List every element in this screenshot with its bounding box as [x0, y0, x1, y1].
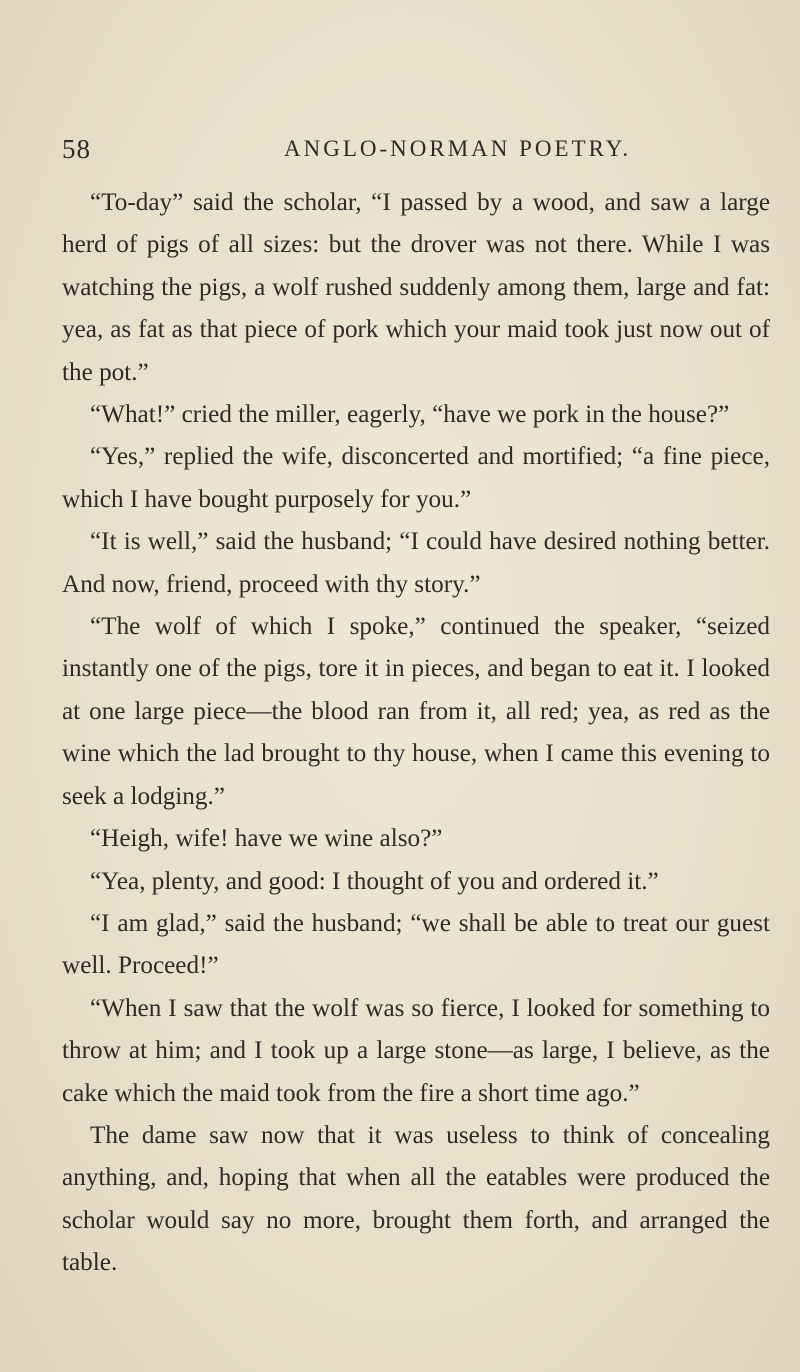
paragraph: “When I saw that the wolf was so fierce, I looked for something to throw at him; and I took up a large stone—as large, I believe, as the cake which the maid took from the fire a short time ago.” — [62, 994, 770, 1107]
paragraph: “Heigh, wife! have we wine also?” — [90, 825, 443, 853]
paragraph: “Yes,” replied the wife, disconcerted and mortified; “a fine piece, which I have bought purposely for you.” — [62, 443, 770, 513]
paragraph: “Yea, plenty, and good: I thought of you and ordered it.” — [90, 867, 659, 895]
paragraph: “It is well,” said the husband; “I could have desired nothing better. And now, friend, proceed with thy story.” — [62, 528, 770, 598]
paragraph: “The wolf of which I spoke,” continued the speaker, “seized instantly one of the pigs, tore it in pieces, and began to eat it. I looked at one large piece—the blood ran from it, all red; yea, as red as the wine which the lad brought to thy house, when I came this evening to seek a lodging.” — [62, 613, 770, 810]
body-text — [62, 182, 770, 1285]
running-head — [62, 134, 762, 174]
running-title: ANGLO-NORMAN POETRY. — [284, 136, 632, 161]
page-number: 58 — [62, 134, 91, 164]
paragraph: “What!” cried the miller, eagerly, “have we pork in the house?” — [90, 401, 730, 429]
paragraph: “I am glad,” said the husband; “we shall be able to treat our guest well. Proceed!” — [62, 909, 770, 980]
paragraph: The dame saw now that it was useless to think of concealing anything, and, hoping that when all the eatables were produced the scholar would say no more, brought them forth, and arranged the table. — [62, 1121, 770, 1277]
paragraph: “To-day” said the scholar, “I passed by a wood, and saw a large herd of pigs of all sizes: but the drover was not there. While I was watching the pigs, a wolf rushed suddenly among them, large and fat: yea, as fat as that piece of pork which your maid took just now out of the pot.” — [62, 189, 770, 386]
